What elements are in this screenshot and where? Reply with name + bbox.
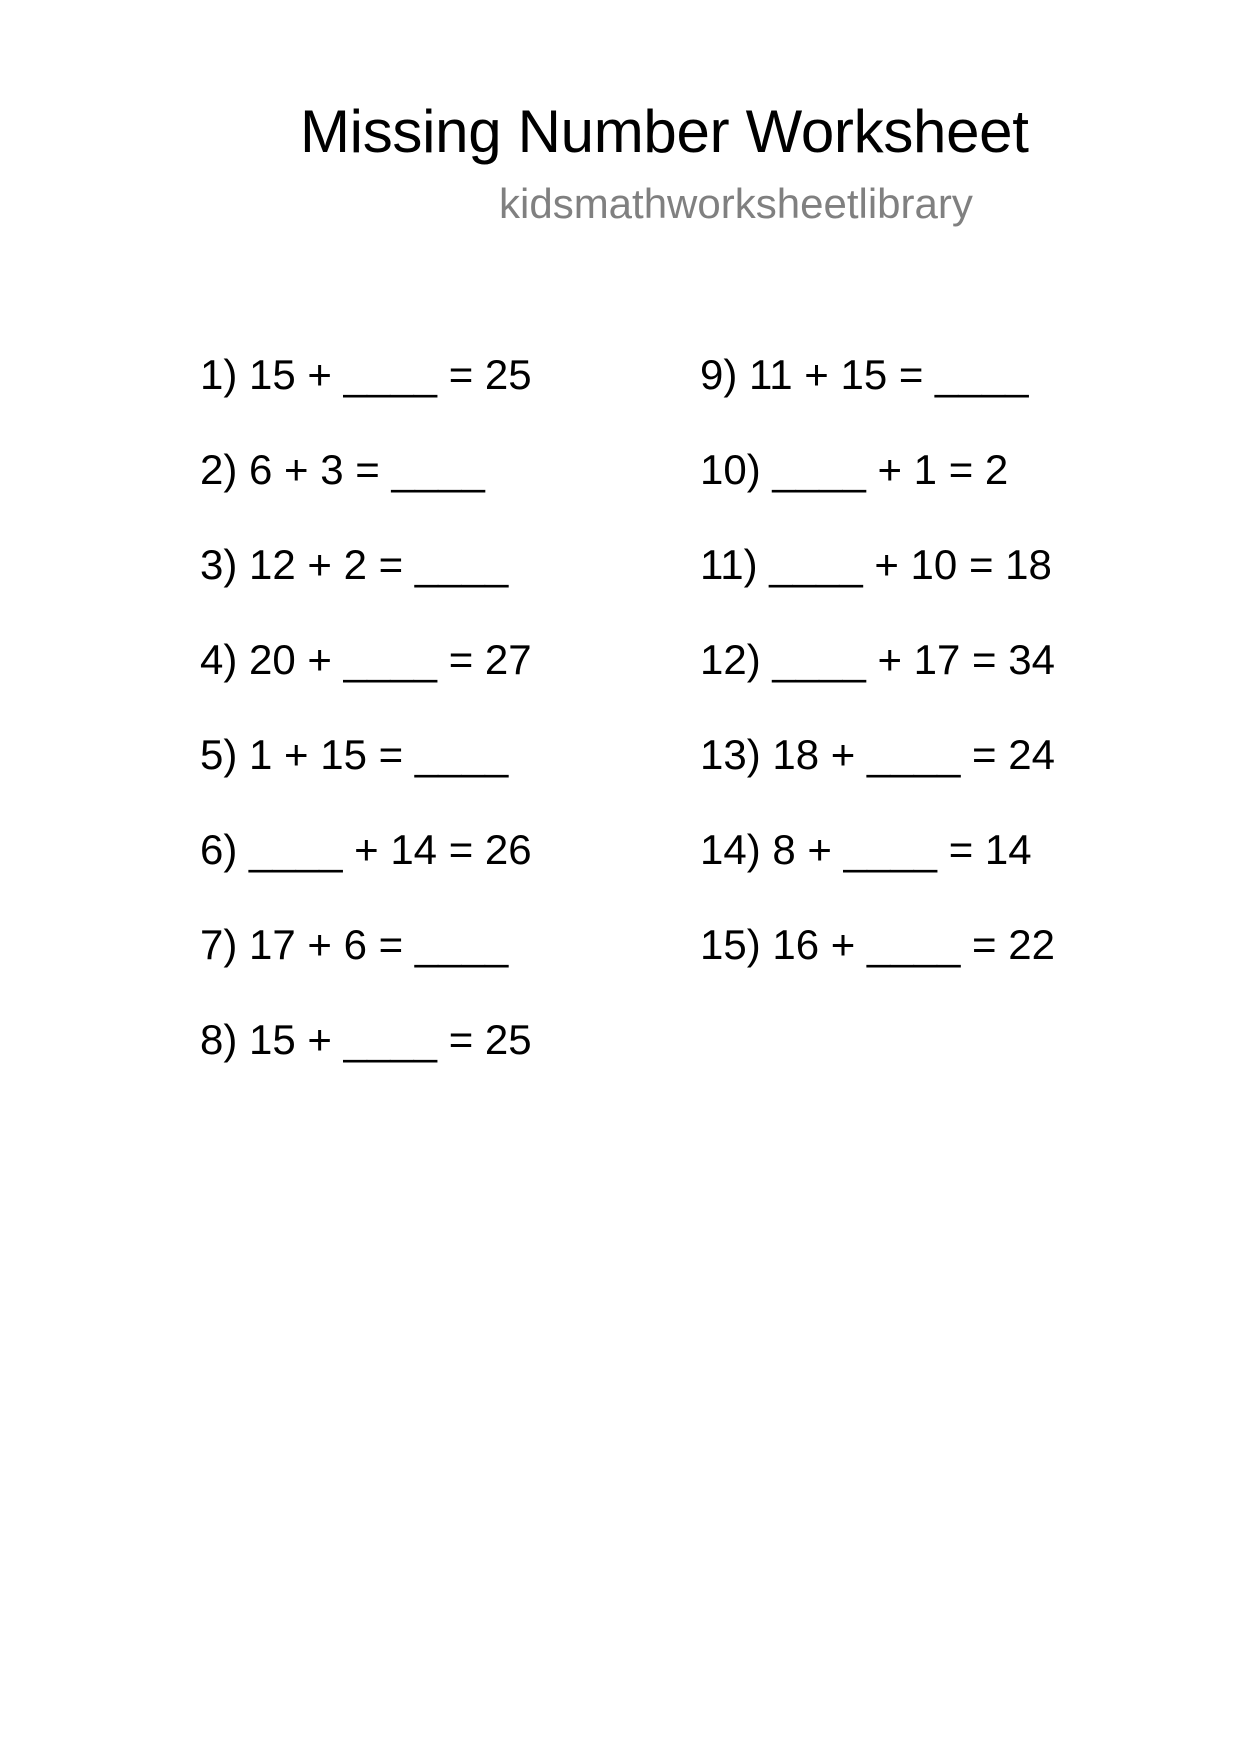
worksheet-source: kidsmathworksheetlibrary xyxy=(499,180,973,227)
problem-column-left xyxy=(200,350,532,1110)
problem-13: 13) 18 + ____ = 24 xyxy=(700,731,1055,778)
problem-1: 1) 15 + ____ = 25 xyxy=(200,351,532,398)
problem-10: 10) ____ + 1 = 2 xyxy=(700,446,1009,493)
problem-15: 15) 16 + ____ = 22 xyxy=(700,921,1055,968)
problem-column-right xyxy=(700,350,1055,1015)
problem-5: 5) 1 + 15 = ____ xyxy=(200,731,509,778)
problem-14: 14) 8 + ____ = 14 xyxy=(700,826,1032,873)
problem-2: 2) 6 + 3 = ____ xyxy=(200,446,485,493)
problem-7: 7) 17 + 6 = ____ xyxy=(200,921,509,968)
problem-11: 11) ____ + 10 = 18 xyxy=(700,541,1052,588)
problem-9: 9) 11 + 15 = ____ xyxy=(700,351,1029,398)
problem-6: 6) ____ + 14 = 26 xyxy=(200,826,532,873)
worksheet-title: Missing Number Worksheet xyxy=(300,98,1029,165)
problem-4: 4) 20 + ____ = 27 xyxy=(200,636,532,683)
problem-12: 12) ____ + 17 = 34 xyxy=(700,636,1055,683)
problem-3: 3) 12 + 2 = ____ xyxy=(200,541,509,588)
problem-8: 8) 15 + ____ = 25 xyxy=(200,1016,532,1063)
